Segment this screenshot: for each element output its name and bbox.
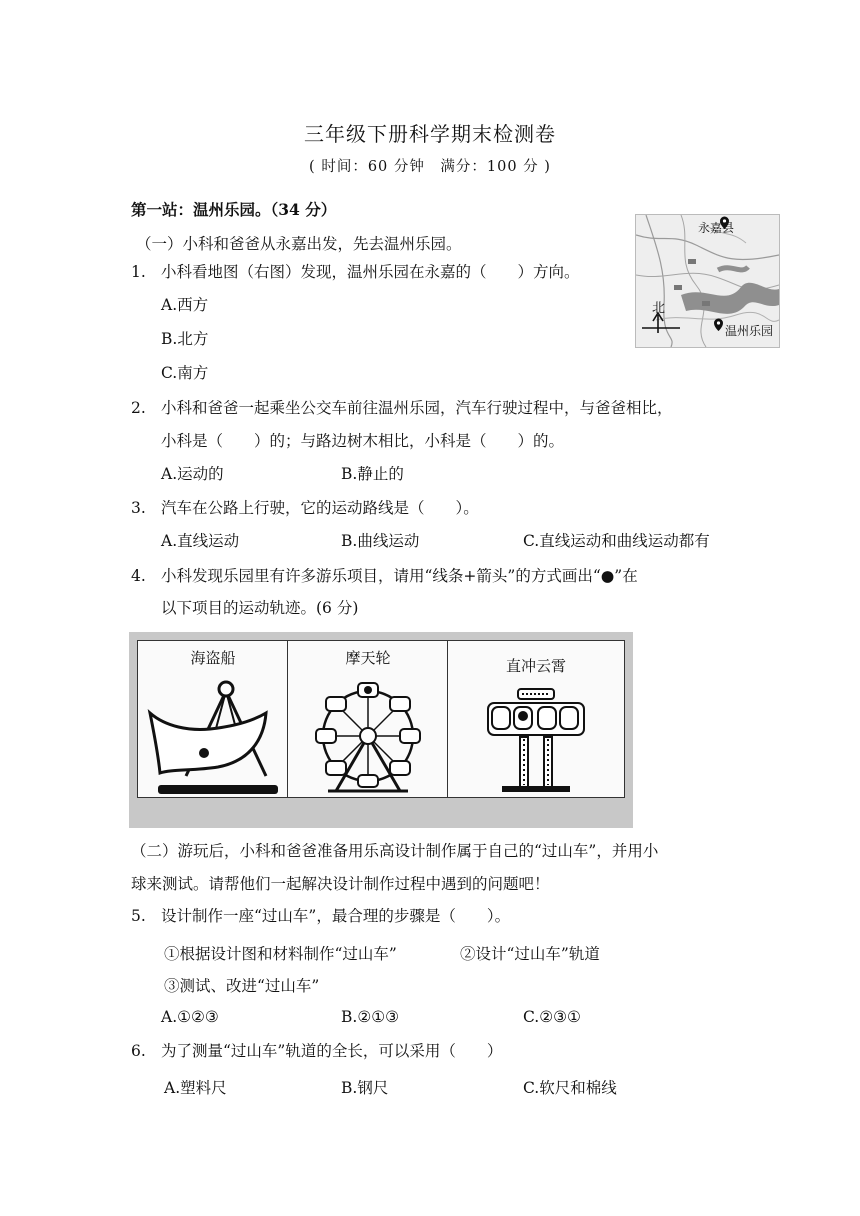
pirate-ship-panel bbox=[137, 640, 289, 798]
q2-option-b: B.静止的 bbox=[341, 465, 404, 483]
q3-text: 汽车在公路上行驶，它的运动路线是（ ）。 bbox=[161, 499, 479, 517]
map-label-park: 温州乐园 bbox=[725, 324, 774, 338]
q2-text-line2: 小科是（ ）的；与路边树木相比，小科是（ ）的。 bbox=[161, 432, 565, 450]
drop-tower-ball bbox=[518, 711, 528, 721]
rides-image bbox=[129, 632, 633, 828]
page-title: 三年级下册科学期末检测卷 bbox=[304, 122, 556, 146]
q1-number: 1. bbox=[131, 263, 146, 281]
q3-number: 3. bbox=[131, 499, 146, 517]
q6-number: 6. bbox=[131, 1042, 146, 1060]
q2-number: 2. bbox=[131, 399, 146, 417]
part2-intro-line1: （二）游玩后，小科和爸爸准备用乐高设计制作属于自己的“过山车”，并用小 bbox=[131, 842, 659, 860]
q6-option-c: C.软尺和棉线 bbox=[523, 1079, 617, 1097]
q6-text: 为了测量“过山车”轨道的全长，可以采用（ ） bbox=[161, 1042, 503, 1060]
q6-option-a: A.塑料尺 bbox=[164, 1079, 227, 1097]
q5-step-2: ②设计“过山车”轨道 bbox=[460, 945, 600, 963]
q3-option-a: A.直线运动 bbox=[161, 532, 240, 550]
q5-option-c: C.②③① bbox=[523, 1008, 581, 1026]
q3-option-c: C.直线运动和曲线运动都有 bbox=[523, 532, 710, 550]
ferris-wheel-ball bbox=[364, 686, 372, 694]
exam-info: ( 时间：60 分钟 满分：100 分 ) bbox=[309, 159, 551, 175]
pirate-ship-ball bbox=[199, 748, 209, 758]
q3-option-b: B.曲线运动 bbox=[341, 532, 420, 550]
drop-tower-panel bbox=[447, 640, 625, 798]
q1-option-b: B.北方 bbox=[161, 330, 209, 348]
q4-text-line1: 小科发现乐园里有许多游乐项目，请用“线条+箭头”的方式画出“●”在 bbox=[161, 567, 638, 585]
q5-option-a: A.①②③ bbox=[161, 1008, 219, 1026]
q5-step-1: ①根据设计图和材料制作“过山车” bbox=[164, 945, 397, 963]
drop-tower-label: 直冲云霄 bbox=[505, 657, 566, 675]
q4-text-line2: 以下项目的运动轨迹。(6 分) bbox=[161, 599, 359, 617]
map-label-yongjia: 永嘉县 bbox=[698, 221, 735, 235]
map-image bbox=[635, 214, 780, 348]
q2-text-line1: 小科和爸爸一起乘坐公交车前往温州乐园，汽车行驶过程中，与爸爸相比， bbox=[161, 399, 673, 417]
q5-step-3: ③测试、改进“过山车” bbox=[164, 977, 320, 995]
ferris-wheel-panel bbox=[287, 640, 449, 798]
ferris-wheel-label: 摩天轮 bbox=[345, 649, 391, 667]
q1-text: 小科看地图（右图）发现，温州乐园在永嘉的（ ）方向。 bbox=[161, 263, 580, 281]
q5-option-b: B.②①③ bbox=[341, 1008, 400, 1026]
q1-option-c: C.南方 bbox=[161, 364, 209, 382]
q4-number: 4. bbox=[131, 567, 146, 585]
q1-option-a: A.西方 bbox=[161, 296, 209, 314]
part2-intro-line2: 球来测试。请帮他们一起解决设计制作过程中遇到的问题吧！ bbox=[131, 875, 550, 893]
part1-intro: （一）小科和爸爸从永嘉出发，先去温州乐园。 bbox=[136, 235, 462, 253]
q5-number: 5. bbox=[131, 907, 146, 925]
q6-option-b: B.钢尺 bbox=[341, 1079, 389, 1097]
q5-text: 设计制作一座“过山车”，最合理的步骤是（ ）。 bbox=[161, 907, 511, 925]
pirate-ship-label: 海盗船 bbox=[190, 649, 236, 667]
section-heading: 第一站：温州乐园。（34 分） bbox=[131, 200, 337, 219]
map-north-label: 北 bbox=[652, 301, 666, 316]
q2-option-a: A.运动的 bbox=[161, 465, 224, 483]
